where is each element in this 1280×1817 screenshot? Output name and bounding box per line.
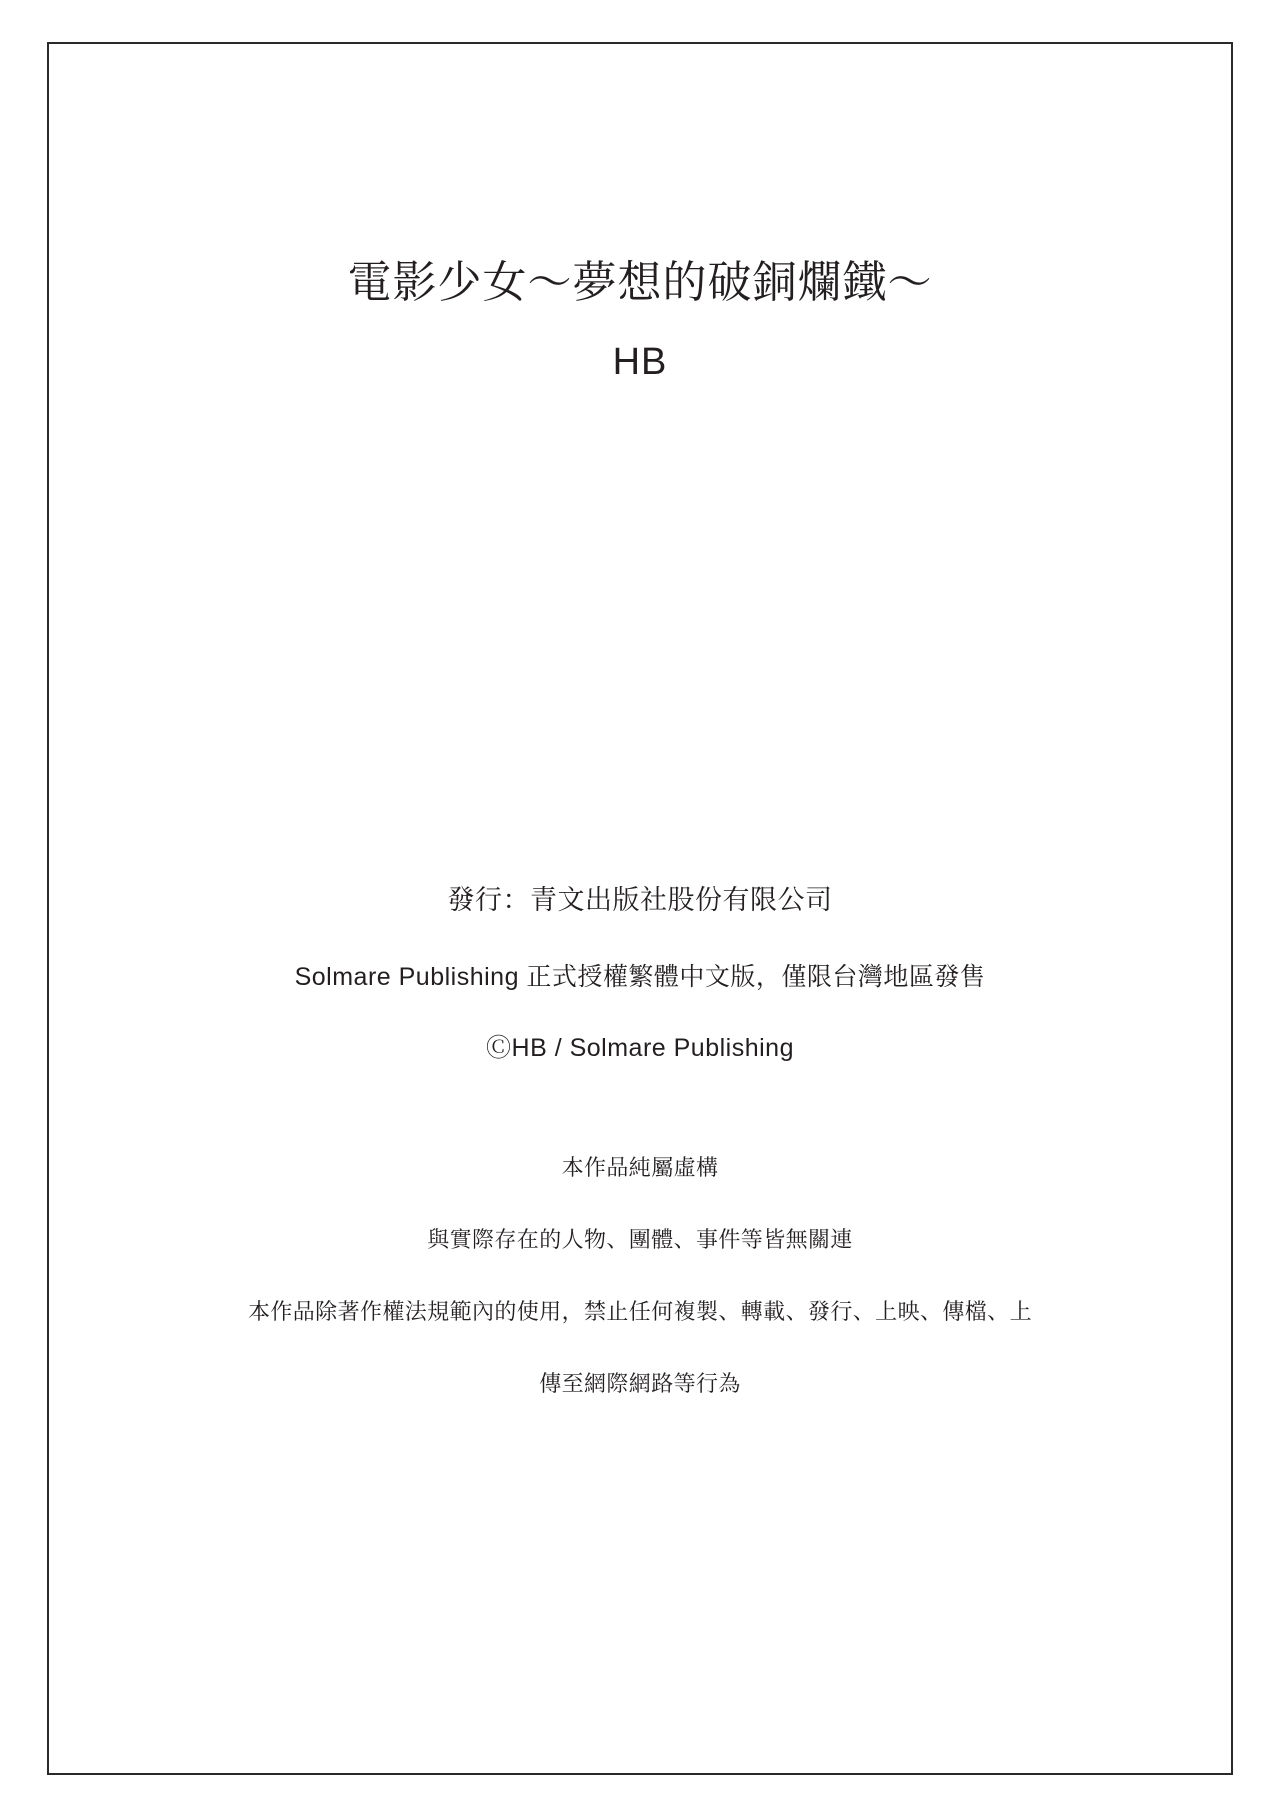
disclaimer-block bbox=[49, 1152, 1231, 1400]
disclaimer-line-3: 本作品除著作權法規範內的使用，禁止任何複製、轉載、發行、上映、傳檔、上 bbox=[247, 1298, 1032, 1324]
page-border-frame bbox=[47, 42, 1233, 1775]
publisher-name: 發行：青文出版社股份有限公司 bbox=[447, 885, 833, 915]
copyright-notice: ⒸHB / Solmare Publishing bbox=[486, 1033, 794, 1062]
page-content bbox=[49, 44, 1231, 1773]
title-block bbox=[49, 254, 1231, 384]
disclaimer-line-4: 傳至網際網路等行為 bbox=[539, 1370, 741, 1396]
disclaimer-line-1: 本作品純屬虛構 bbox=[561, 1155, 719, 1180]
work-title: 電影少女～夢想的破銅爛鐵～ bbox=[347, 258, 933, 307]
disclaimer-line-2: 與實際存在的人物、團體、事件等皆無關連 bbox=[427, 1226, 853, 1252]
author-name: HB bbox=[612, 341, 668, 384]
publisher-block bbox=[49, 882, 1231, 1066]
license-notice: Solmare Publishing 正式授權繁體中文版，僅限台灣地區發售 bbox=[294, 962, 986, 991]
